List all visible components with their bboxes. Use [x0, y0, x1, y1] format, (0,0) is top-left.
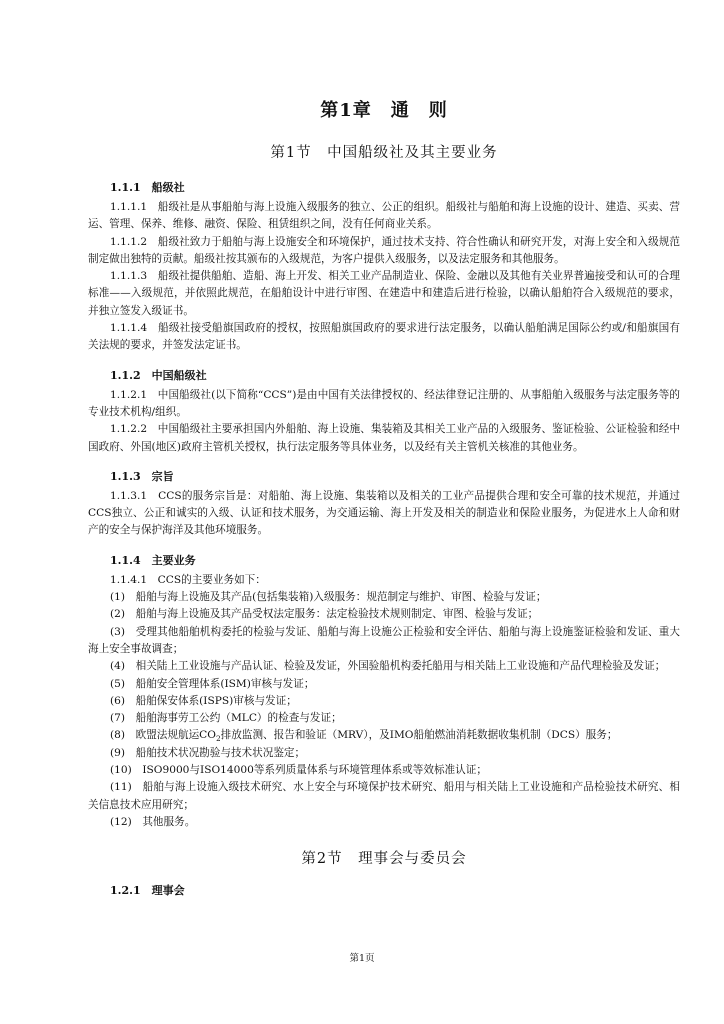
paragraph-1-1-1-3: 1.1.1.3 船级社提供船舶、造船、海上开发、相关工业产品制造业、保险、金融以及其他有关业界普遍接受和认可的合理标准——入级规范，并依照此规范，在船舶设计中进行审图、在建造中和建造后进行检验，以确认船舶符合入级规范的要求，并独立签发入级证书。: [88, 270, 680, 317]
paragraph-1-1-1-1: 1.1.1.1 船级社是从事船舶与海上设施入级服务的独立、公正的组织。船级社与船舶和海上设施的设计、建造、买卖、营运、管理、保养、维修、融资、保险、租赁组织之间，没有任何商业关系。: [88, 201, 680, 231]
list-item-3: (3) 受理其他船舶机构委托的检验与发证、船舶与海上设施公正检验和安全评估、船舶与海上设施鉴证检验和发证、重大海上安全事故调查；: [88, 625, 680, 655]
paragraph-1-1-1-4: 1.1.1.4 船级社接受船旗国政府的授权，按照船旗国政府的要求进行法定服务，以确认船舶满足国际公约或/和船旗国有关法规的要求，并签发法定证书。: [88, 322, 680, 352]
heading-1-1-3: 1.1.3 宗旨: [110, 469, 174, 483]
paragraph-1-1-2-2: 1.1.2.2 中国船级社主要承担国内外船舶、海上设施、集装箱及其相关工业产品的入级服务、鉴证检验、公证检验和经中国政府、外国(地区)政府主管机关授权，执行法定服务等具体业务，以及经有关主管机关核准的其他业务。: [88, 423, 680, 453]
list-item-12: (12) 其他服务。: [110, 815, 196, 828]
list-item-6: (6) 船舶保安体系(ISPS)审核与发证；: [110, 694, 297, 707]
list-item-1: (1) 船舶与海上设施及其产品(包括集装箱)入级服务：规范制定与维护、审图、检验与发证；: [110, 591, 547, 604]
list-item-2: (2) 船舶与海上设施及其产品受权法定服务：法定检验技术规则制定、审图、检验与发证；: [110, 608, 539, 621]
list-item-11: (11) 船舶与海上设施入级技术研究、水上安全与环境保护技术研究、船用与相关陆上工业设施和产品检验技术研究、相关信息技术应用研究；: [88, 781, 680, 811]
list-item-8: [88, 727, 680, 744]
heading-1-2-1: 1.2.1 理事会: [110, 884, 185, 898]
heading-1-1-2: 1.1.2 中国船级社: [110, 368, 207, 382]
heading-1-1-1: 1.1.1 船级社: [110, 181, 185, 194]
list-item-8-text-start: (8) 欧盟法规航运CO: [110, 729, 216, 742]
list-item-9: (9) 船舶技术状况勘验与技术状况鉴定；: [110, 746, 306, 759]
paragraph-1-1-2-1: 1.1.2.1 中国船级社(以下简称“CCS”)是由中国有关法律授权的、经法律登记注册的、从事船舶入级服务与法定服务等的专业技术机构/组织。: [88, 388, 680, 418]
page-number: 第1页: [349, 953, 375, 964]
list-item-5: (5) 船舶安全管理体系(ISM)审核与发证；: [110, 677, 315, 690]
paragraph-1-1-1-2: 1.1.1.2 船级社致力于船舶与海上设施安全和环境保护，通过技术支持、符合性确认和研究开发，对海上安全和入级规范制定做出独特的贡献。船级社按其颁布的入级规范，为客户提供入级服务，以及法定服务和其他服务。: [88, 235, 680, 265]
paragraph-1-1-3-1: 1.1.3.1 CCS的服务宗旨是：对船舶、海上设施、集装箱以及相关的工业产品提供合理和安全可靠的技术规范，并通过CCS独立、公正和诚实的入级、认证和技术服务，为交通运输、海上开发及相关的制造业和保险业服务，为促进水上人命和财产的安全与保护海洋及其他环境服务。: [88, 489, 680, 537]
chapter-title: 第1章 通 则: [320, 100, 448, 121]
paragraph-1-1-4-1: 1.1.4.1 CCS的主要业务如下：: [110, 573, 266, 586]
list-item-4: (4) 相关陆上工业设施与产品认证、检验及发证，外国验船机构委托船用与相关陆上工业设施和产品代理检验及发证；: [110, 660, 666, 673]
section-title-2: 第2节 理事会与委员会: [301, 851, 467, 868]
list-item-10: (10) ISO9000与ISO14000等系列质量体系与环境管理体系或等效标准认证；: [110, 764, 487, 777]
list-item-8-text-end: 排放监测、报告和验证（MRV），及IMO船舶燃油消耗数据收集机制（DCS）服务；: [220, 729, 618, 742]
subscript-2: 2: [215, 734, 221, 744]
section-title-1: 第1节 中国船级社及其主要业务: [270, 145, 498, 161]
list-item-7: (7) 船舶海事劳工公约（MLC）的检查与发证；: [110, 712, 342, 725]
heading-1-1-4: 1.1.4 主要业务: [110, 553, 196, 567]
